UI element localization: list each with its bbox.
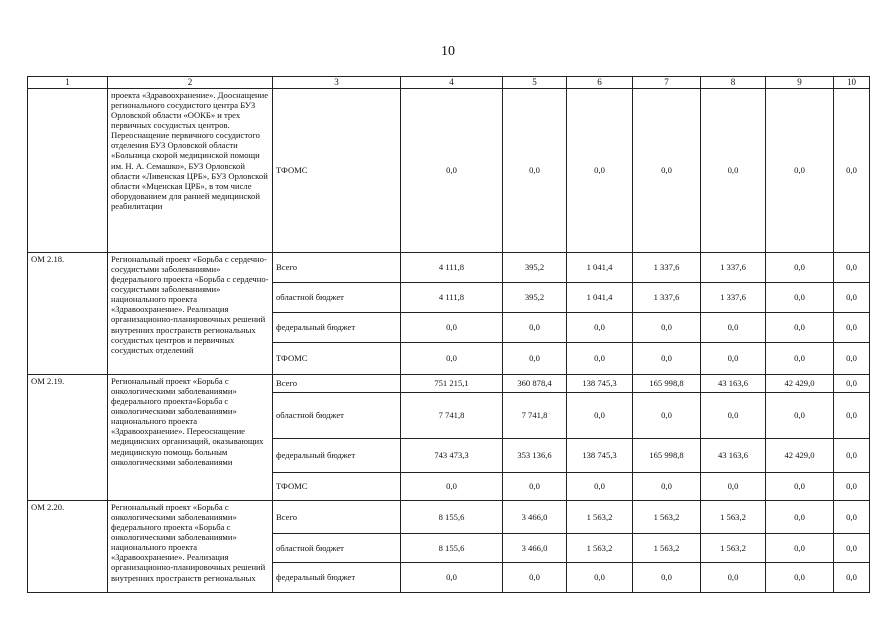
amount-cell: 0,0 bbox=[834, 252, 870, 282]
amount-cell: 0,0 bbox=[401, 562, 503, 592]
funding-source: федеральный бюджет bbox=[273, 562, 401, 592]
amount-cell: 4 111,8 bbox=[401, 282, 503, 312]
amount-cell: 7 741,8 bbox=[503, 392, 567, 438]
amount-cell: 0,0 bbox=[401, 342, 503, 374]
column-number-row bbox=[28, 77, 870, 89]
column-number: 1 bbox=[28, 77, 108, 89]
amount-cell: 0,0 bbox=[503, 312, 567, 342]
amount-cell: 1 563,2 bbox=[701, 500, 766, 533]
amount-cell: 0,0 bbox=[766, 533, 834, 562]
event-description: проекта «Здравоохранение». Дооснащение регионального сосудистого центра БУЗ Орловской области «ООКБ» и трех первичных сосудистых центров. Переоснащение первичного сосудистого отделения БУЗ Орловской области «Больница скорой медицинской помощи им. Н. А. Семашко», БУЗ Орловской области «Ливенская ЦРБ», БУЗ Орловской области «Мценская ЦРБ», в том числе оборудованием для ранней медицинской реабилитации bbox=[108, 88, 273, 252]
amount-cell: 1 563,2 bbox=[567, 533, 633, 562]
amount-cell: 0,0 bbox=[401, 472, 503, 500]
amount-cell: 1 563,2 bbox=[633, 533, 701, 562]
amount-cell: 0,0 bbox=[834, 282, 870, 312]
amount-cell: 0,0 bbox=[401, 88, 503, 252]
amount-cell: 0,0 bbox=[503, 88, 567, 252]
amount-cell: 0,0 bbox=[567, 472, 633, 500]
column-number: 7 bbox=[633, 77, 701, 89]
column-number: 10 bbox=[834, 77, 870, 89]
amount-cell: 0,0 bbox=[834, 88, 870, 252]
amount-cell: 0,0 bbox=[567, 342, 633, 374]
funding-source: ТФОМС bbox=[273, 472, 401, 500]
amount-cell: 8 155,6 bbox=[401, 500, 503, 533]
amount-cell: 0,0 bbox=[766, 312, 834, 342]
amount-cell: 4 111,8 bbox=[401, 252, 503, 282]
amount-cell: 0,0 bbox=[834, 500, 870, 533]
amount-cell: 0,0 bbox=[766, 472, 834, 500]
amount-cell: 0,0 bbox=[633, 312, 701, 342]
amount-cell: 0,0 bbox=[766, 392, 834, 438]
amount-cell: 0,0 bbox=[503, 562, 567, 592]
amount-cell: 3 466,0 bbox=[503, 533, 567, 562]
amount-cell: 0,0 bbox=[834, 374, 870, 392]
amount-cell: 0,0 bbox=[567, 392, 633, 438]
event-description: Региональный проект «Борьба с онкологическими заболеваниями» федерального проекта«Борьба с онкологическими заболеваниями» национального проекта «Здравоохранение». Переоснащение медицинских организаций, оказывающих медицинскую помощь больным онкологическими заболеваниями bbox=[108, 374, 273, 500]
funding-source: Всего bbox=[273, 374, 401, 392]
event-code: ОМ 2.20. bbox=[28, 500, 108, 592]
amount-cell: 395,2 bbox=[503, 282, 567, 312]
amount-cell: 0,0 bbox=[567, 562, 633, 592]
amount-cell: 0,0 bbox=[633, 562, 701, 592]
funding-source: областной бюджет bbox=[273, 392, 401, 438]
column-number: 5 bbox=[503, 77, 567, 89]
amount-cell: 1 337,6 bbox=[701, 282, 766, 312]
amount-cell: 165 998,8 bbox=[633, 438, 701, 472]
amount-cell: 0,0 bbox=[633, 342, 701, 374]
amount-cell: 353 136,6 bbox=[503, 438, 567, 472]
amount-cell: 43 163,6 bbox=[701, 438, 766, 472]
funding-source: федеральный бюджет bbox=[273, 438, 401, 472]
amount-cell: 0,0 bbox=[701, 312, 766, 342]
table-row bbox=[28, 88, 870, 252]
amount-cell: 1 337,6 bbox=[633, 252, 701, 282]
amount-cell: 0,0 bbox=[503, 342, 567, 374]
amount-cell: 0,0 bbox=[401, 312, 503, 342]
amount-cell: 0,0 bbox=[701, 88, 766, 252]
page-number: 10 bbox=[441, 44, 455, 59]
amount-cell: 42 429,0 bbox=[766, 374, 834, 392]
column-number: 2 bbox=[108, 77, 273, 89]
column-number: 3 bbox=[273, 77, 401, 89]
table-row bbox=[28, 374, 870, 392]
amount-cell: 0,0 bbox=[834, 392, 870, 438]
amount-cell: 1 563,2 bbox=[567, 500, 633, 533]
amount-cell: 0,0 bbox=[503, 472, 567, 500]
amount-cell: 360 878,4 bbox=[503, 374, 567, 392]
amount-cell: 138 745,3 bbox=[567, 438, 633, 472]
amount-cell: 0,0 bbox=[701, 342, 766, 374]
amount-cell: 1 041,4 bbox=[567, 282, 633, 312]
funding-source: ТФОМС bbox=[273, 342, 401, 374]
event-code bbox=[28, 88, 108, 252]
funding-source: областной бюджет bbox=[273, 282, 401, 312]
funding-source: федеральный бюджет bbox=[273, 312, 401, 342]
amount-cell: 1 337,6 bbox=[633, 282, 701, 312]
amount-cell: 0,0 bbox=[766, 252, 834, 282]
event-description: Региональный проект «Борьба с сердечно-сосудистыми заболеваниями» федерального проекта «Борьба с сердечно-сосудистыми заболеваниями» национального проекта «Здравоохранение». Реализация организационно-планировочных решений внутренних пространств региональных сосудистых центров и первичных сосудистых отделений bbox=[108, 252, 273, 374]
amount-cell: 0,0 bbox=[834, 312, 870, 342]
amount-cell: 0,0 bbox=[834, 342, 870, 374]
amount-cell: 43 163,6 bbox=[701, 374, 766, 392]
table-row bbox=[28, 252, 870, 282]
amount-cell: 0,0 bbox=[766, 562, 834, 592]
amount-cell: 165 998,8 bbox=[633, 374, 701, 392]
funding-source: областной бюджет bbox=[273, 533, 401, 562]
amount-cell: 0,0 bbox=[701, 562, 766, 592]
amount-cell: 0,0 bbox=[834, 533, 870, 562]
column-number: 8 bbox=[701, 77, 766, 89]
amount-cell: 1 337,6 bbox=[701, 252, 766, 282]
amount-cell: 0,0 bbox=[834, 438, 870, 472]
event-description: Региональный проект «Борьба с онкологическими заболеваниями» федерального проекта «Борьба с онкологическими заболеваниями» национального проекта «Здравоохранение». Реализация организационно-планировочных решений внутренних пространств региональных bbox=[108, 500, 273, 592]
amount-cell: 8 155,6 bbox=[401, 533, 503, 562]
amount-cell: 3 466,0 bbox=[503, 500, 567, 533]
amount-cell: 1 563,2 bbox=[701, 533, 766, 562]
amount-cell: 395,2 bbox=[503, 252, 567, 282]
amount-cell: 1 563,2 bbox=[633, 500, 701, 533]
event-code: ОМ 2.18. bbox=[28, 252, 108, 374]
amount-cell: 0,0 bbox=[567, 88, 633, 252]
funding-table bbox=[27, 76, 870, 593]
event-code: ОМ 2.19. bbox=[28, 374, 108, 500]
amount-cell: 0,0 bbox=[701, 472, 766, 500]
amount-cell: 0,0 bbox=[633, 472, 701, 500]
amount-cell: 0,0 bbox=[834, 562, 870, 592]
amount-cell: 0,0 bbox=[633, 392, 701, 438]
amount-cell: 743 473,3 bbox=[401, 438, 503, 472]
funding-source: Всего bbox=[273, 252, 401, 282]
amount-cell: 0,0 bbox=[567, 312, 633, 342]
amount-cell: 0,0 bbox=[633, 88, 701, 252]
funding-source: Всего bbox=[273, 500, 401, 533]
amount-cell: 42 429,0 bbox=[766, 438, 834, 472]
table-row bbox=[28, 500, 870, 533]
column-number: 6 bbox=[567, 77, 633, 89]
amount-cell: 1 041,4 bbox=[567, 252, 633, 282]
column-number: 9 bbox=[766, 77, 834, 89]
amount-cell: 138 745,3 bbox=[567, 374, 633, 392]
amount-cell: 751 215,1 bbox=[401, 374, 503, 392]
table-body bbox=[28, 88, 870, 592]
amount-cell: 7 741,8 bbox=[401, 392, 503, 438]
column-number: 4 bbox=[401, 77, 503, 89]
funding-source: ТФОМС bbox=[273, 88, 401, 252]
amount-cell: 0,0 bbox=[766, 342, 834, 374]
amount-cell: 0,0 bbox=[766, 88, 834, 252]
amount-cell: 0,0 bbox=[766, 282, 834, 312]
amount-cell: 0,0 bbox=[766, 500, 834, 533]
amount-cell: 0,0 bbox=[834, 472, 870, 500]
amount-cell: 0,0 bbox=[701, 392, 766, 438]
